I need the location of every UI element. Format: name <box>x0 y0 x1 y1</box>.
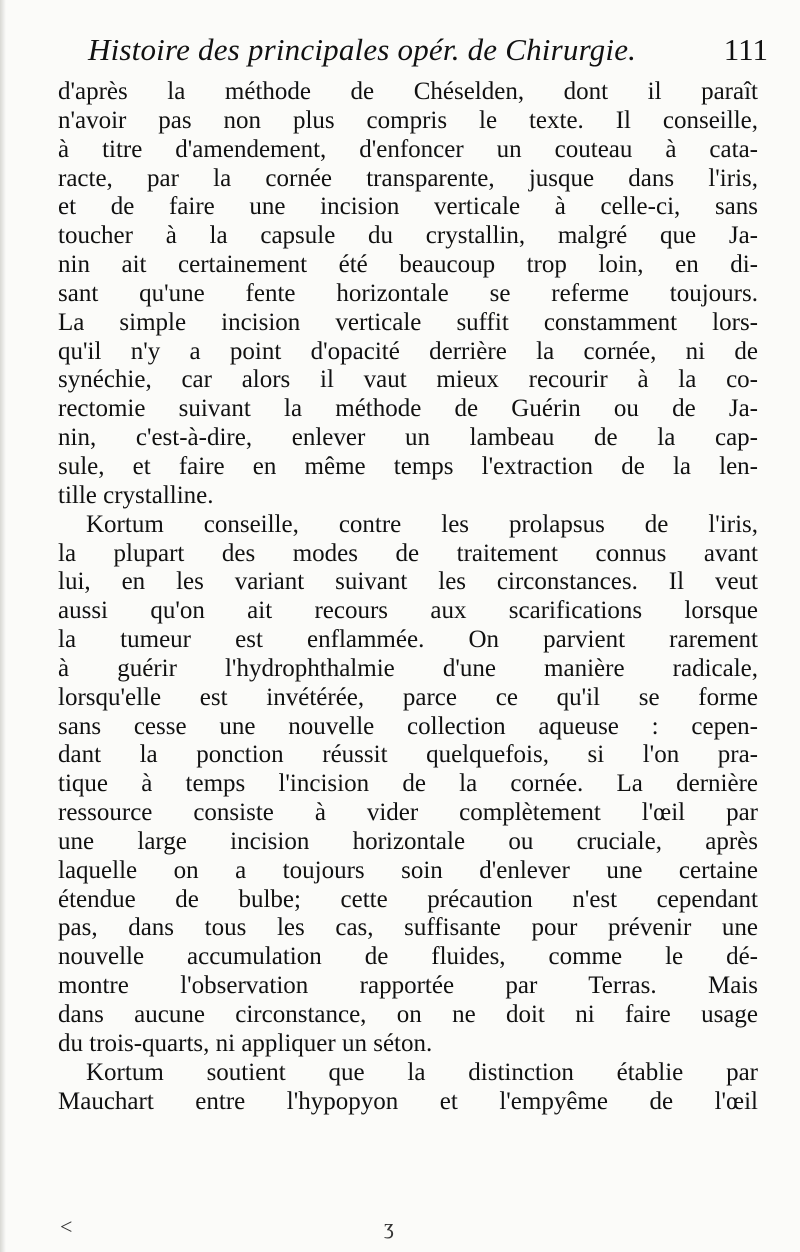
body-text <box>58 78 758 1116</box>
paragraph-first-line: Kortum soutient que la distinction établie par <box>86 1058 758 1086</box>
text-line: aussi qu'on ait recours aux scarifications lorsque <box>58 597 758 625</box>
text-line: d'après la méthode de Chéselden, dont il paraît <box>58 78 758 105</box>
text-line: nin, c'est-à-dire, enlever un lambeau de la cap- <box>58 424 758 452</box>
text-line: étendue de bulbe; cette précaution n'est cependant <box>58 885 758 913</box>
page-number: 111 <box>723 32 768 67</box>
text-line: sans cesse une nouvelle collection aqueuse : cepen- <box>58 712 758 740</box>
text-line: qu'il n'y a point d'opacité derrière la cornée, ni de <box>58 337 758 365</box>
paragraph-first-line: Kortum conseille, contre les prolapsus de l'iris, <box>86 510 758 538</box>
text-line: n'avoir pas non plus compris le texte. Il conseille, <box>58 106 758 134</box>
text-line: lorsqu'elle est invétérée, parce ce qu'il se forme <box>58 683 758 711</box>
text-line: synéchie, car alors il vaut mieux recourir à la co- <box>58 366 758 394</box>
text-line: la tumeur est enflammée. On parvient rarement <box>58 626 758 654</box>
text-line: dant la ponction réussit quelquefois, si l'on pra- <box>58 741 758 769</box>
text-line: La simple incision verticale suffit constamment lors- <box>58 308 758 336</box>
text-line: dans aucune circonstance, on ne doit ni faire usage <box>58 1001 758 1028</box>
paragraph-last-line: du trois-quarts, ni appliquer un séton. <box>58 1029 433 1057</box>
text-line: lui, en les variant suivant les circonstances. Il veut <box>58 568 758 596</box>
text-line: sule, et faire en même temps l'extraction de la len- <box>58 452 758 480</box>
page-edge-shadow <box>0 0 6 1252</box>
text-line: montre l'observation rapportée par Terras. Mais <box>58 972 758 1000</box>
text-line: racte, par la cornée transparente, jusque dans l'iris, <box>58 164 758 192</box>
footer-mark-right: ʒ <box>384 1214 394 1239</box>
paragraph-last-line: tille crystalline. <box>58 481 214 509</box>
running-title: Histoire des principales opér. de Chirurgie. <box>88 32 637 67</box>
text-line: pas, dans tous les cas, suffisante pour prévenir une <box>58 914 758 942</box>
text-line: à guérir l'hydrophthalmie d'une manière radicale, <box>58 654 758 682</box>
text-line: une large incision horizontale ou cruciale, après <box>58 827 758 855</box>
text-line: rectomie suivant la méthode de Guérin ou de Ja- <box>58 395 758 423</box>
text-line: Mauchart entre l'hypopyon et l'empyême de l'œil <box>58 1087 758 1115</box>
text-line: laquelle on a toujours soin d'enlever une certaine <box>58 856 758 884</box>
text-line: à titre d'amendement, d'enfoncer un couteau à cata- <box>58 135 758 163</box>
page-header <box>88 30 768 70</box>
text-line: et de faire une incision verticale à celle-ci, sans <box>58 193 758 221</box>
footer-mark-left: < <box>60 1214 73 1239</box>
text-line: nin ait certainement été beaucoup trop loin, en di- <box>58 251 758 279</box>
text-line: toucher à la capsule du crystallin, malgré que Ja- <box>58 222 758 250</box>
text-line: ressource consiste à vider complètement l'œil par <box>58 799 758 827</box>
text-line: la plupart des modes de traitement connus avant <box>58 539 758 567</box>
text-line: nouvelle accumulation de fluides, comme le dé- <box>58 943 758 971</box>
text-line: tique à temps l'incision de la cornée. La dernière <box>58 770 758 798</box>
text-line: sant qu'une fente horizontale se referme toujours. <box>58 279 758 307</box>
